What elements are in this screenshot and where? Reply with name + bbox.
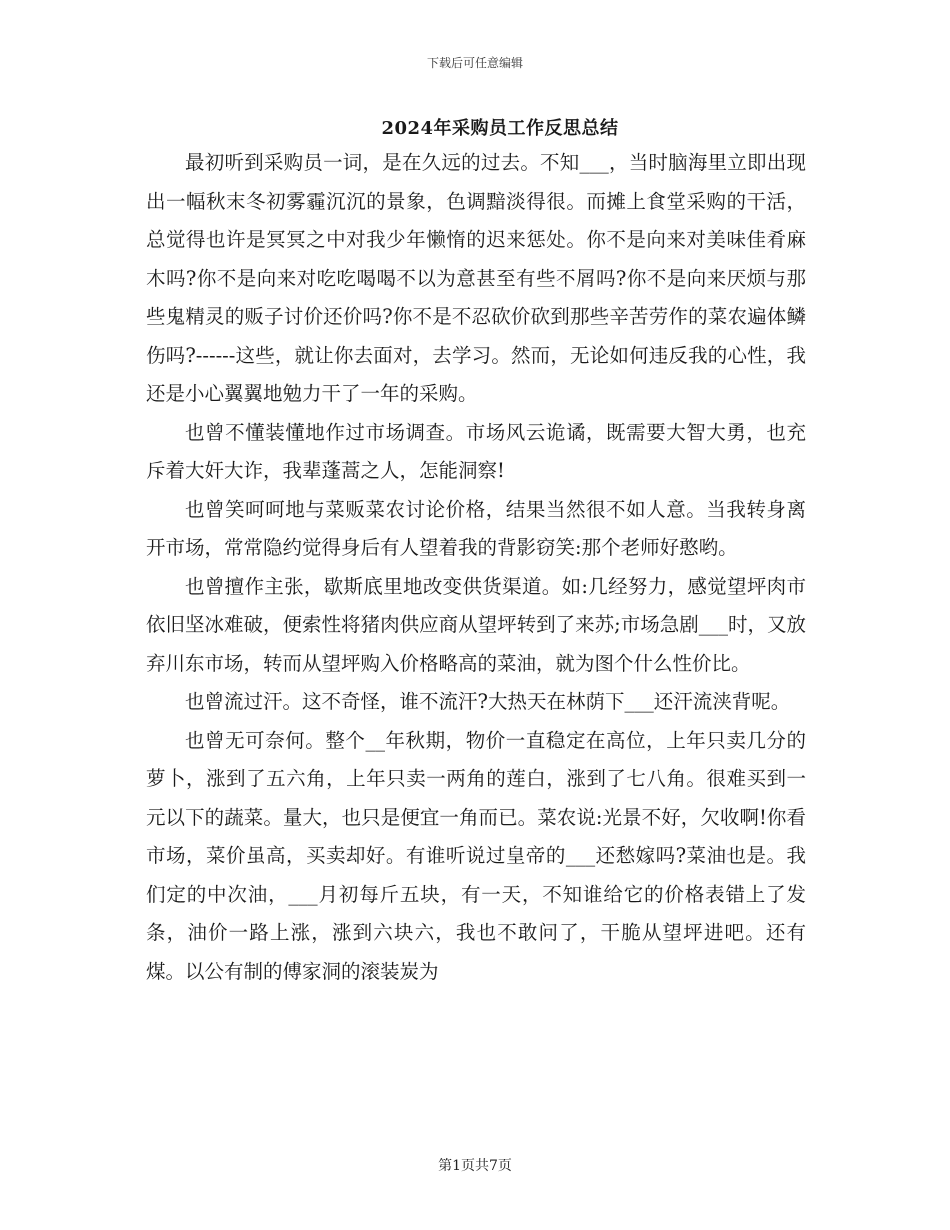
paragraph: 也曾擅作主张，歇斯底里地改变供货渠道。如:几经努力，感觉望坪肉市依旧坚冰难破，便索性将猪肉供应商从望坪转到了来苏;市场急剧___时，又放弃川东市场，转而从望坪购入价格略高的菜油，就为图个什么性价比。: [146, 574, 806, 675]
document-body: [146, 144, 806, 991]
paragraph: 也曾笑呵呵地与菜贩菜农讨论价格，结果当然很不如人意。当我转身离开市场，常常隐约觉得身后有人望着我的背影窃笑:那个老师好憨哟。: [146, 497, 806, 559]
paragraph: 也曾流过汗。这不奇怪，谁不流汗?大热天在林荫下___还汗流浃背呢。: [185, 690, 791, 713]
paragraph: 最初听到采购员一词，是在久远的过去。不知___，当时脑海里立即出现出一幅秋末冬初雾霾沉沉的景象，色调黯淡得很。而摊上食堂采购的干活，总觉得也许是冥冥之中对我少年懒惰的迟来惩处。你不是向来对美味佳肴麻木吗?你不是向来对吃吃喝喝不以为意甚至有些不屑吗?你不是向来厌烦与那些鬼精灵的贩子讨价还价吗?你不是不忍砍价砍到那些辛苦劳作的菜农遍体鳞伤吗?------这些，就让你去面对，去学习。然而，无论如何违反我的心性，我还是小心翼翼地勉力干了一年的采购。: [146, 151, 806, 405]
header-note: 下载后可任意编辑: [426, 56, 523, 70]
document-title: 2024年采购员工作反思总结: [381, 118, 619, 139]
paragraph: 也曾无可奈何。整个__年秋期，物价一直稳定在高位，上年只卖几分的萝卜，涨到了五六角，上年只卖一两角的莲白，涨到了七八角。很难买到一元以下的蔬菜。量大，也只是便宜一角而已。菜农说:光景不好，欠收啊!你看市场，菜价虽高，买卖却好。有谁听说过皇帝的___还愁嫁吗?菜油也是。我们定的中次油，___月初每斤五块，有一天，不知谁给它的价格表错上了发条，油价一路上涨，涨到六块六，我也不敢问了，干脆从望坪进吧。还有煤。以公有制的傅家洞的滚装炭为: [146, 728, 806, 983]
page-number: 第1页共7页: [438, 1158, 512, 1174]
paragraph: 也曾不懂装懂地作过市场调查。市场风云诡谲，既需要大智大勇，也充斥着大奸大诈，我辈蓬蒿之人，怎能洞察!: [146, 420, 806, 482]
